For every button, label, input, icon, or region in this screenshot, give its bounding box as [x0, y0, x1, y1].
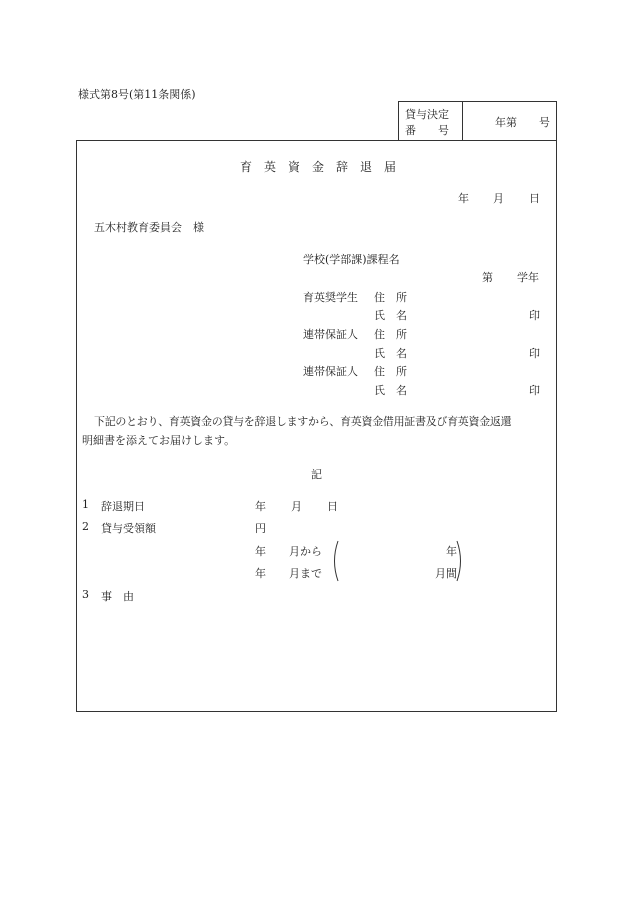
- ki-marker: 記: [311, 468, 322, 481]
- item1-label: 辞退期日: [101, 500, 145, 513]
- date-day: 日: [529, 192, 540, 205]
- guarantor2-name-label: 氏 名: [374, 384, 407, 397]
- form-title: 育 英 資 金 辞 退 届: [240, 160, 397, 174]
- guarantor1-address-label: 住 所: [374, 328, 407, 341]
- date-month: 月: [493, 192, 504, 205]
- decision-label-line1: 貸与決定: [405, 108, 449, 121]
- decision-number-box: [398, 101, 557, 141]
- decision-label-line2: 番 号: [405, 124, 449, 137]
- decision-box-divider: [462, 102, 463, 140]
- school-course-label: 学校(学部課)課程名: [303, 253, 400, 266]
- left-paren-icon: [330, 540, 340, 582]
- item2-yen: 円: [255, 522, 266, 535]
- item1-day: 日: [327, 500, 338, 513]
- body-line2: 明細書を添えてお届けします。: [82, 434, 236, 447]
- guarantor2-seal: 印: [529, 384, 540, 397]
- period-total-year: 年: [446, 545, 457, 558]
- addressee: 五木村教育委員会 様: [94, 221, 204, 234]
- form-number: 様式第8号(第11条関係): [78, 88, 196, 101]
- item1-year: 年: [255, 500, 266, 513]
- period-from-year: 年: [255, 545, 266, 558]
- grade-dai: 第: [482, 271, 493, 284]
- date-year: 年: [458, 192, 469, 205]
- student-label: 育英奨学生: [303, 291, 358, 304]
- guarantor2-label: 連帯保証人: [303, 365, 358, 378]
- guarantor2-address-label: 住 所: [374, 365, 407, 378]
- period-total-months: 月間: [435, 567, 457, 580]
- period-from-month: 月から: [289, 545, 322, 558]
- decision-value-year: 年第: [495, 116, 517, 129]
- item2-label: 貸与受領額: [101, 522, 156, 535]
- guarantor1-label: 連帯保証人: [303, 328, 358, 341]
- grade-year: 学年: [517, 271, 539, 284]
- item2-number: 2: [82, 520, 89, 533]
- guarantor1-seal: 印: [529, 347, 540, 360]
- student-name-label: 氏 名: [374, 309, 407, 322]
- period-to-year: 年: [255, 567, 266, 580]
- body-line1: 下記のとおり、育英資金の貸与を辞退しますから、育英資金借用証書及び育英資金返還: [94, 415, 512, 428]
- guarantor1-name-label: 氏 名: [374, 347, 407, 360]
- item3-number: 3: [82, 588, 89, 601]
- item3-label: 事 由: [101, 590, 134, 603]
- period-to-month: 月まで: [289, 567, 322, 580]
- student-seal: 印: [529, 309, 540, 322]
- item1-number: 1: [82, 498, 89, 511]
- student-address-label: 住 所: [374, 291, 407, 304]
- decision-value-number: 号: [539, 116, 550, 129]
- item1-month: 月: [291, 500, 302, 513]
